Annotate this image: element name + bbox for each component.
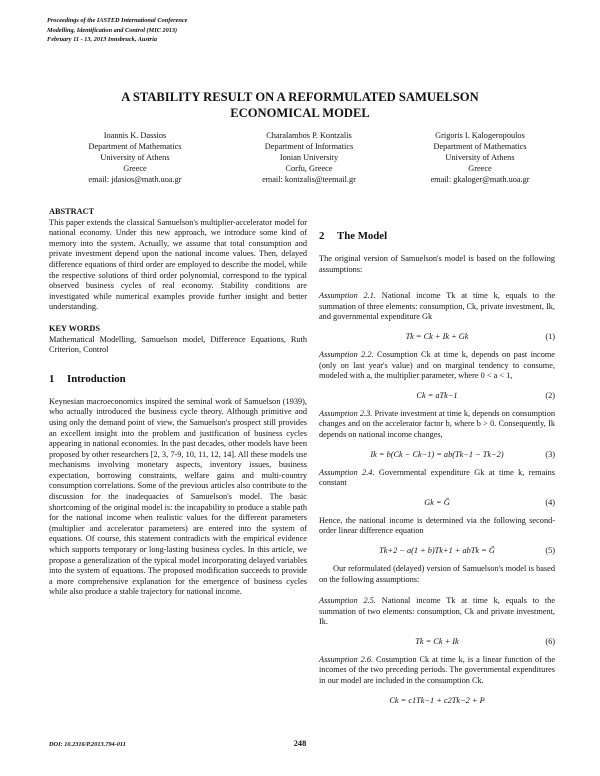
author-2-dept: Department of Informatics: [264, 142, 354, 151]
author-2-name: Charalambos P. Kontzalis: [266, 131, 352, 140]
header-line-3: February 11 - 13, 2013 Innsbruck, Austria: [47, 36, 157, 43]
keywords-heading: KEY WORDS: [49, 323, 100, 333]
equation-6-number: (6): [545, 636, 555, 646]
assumption-2-3: [319, 409, 555, 441]
introduction-number: 1: [49, 372, 55, 385]
equation-3-number: (3): [545, 449, 555, 459]
title-line-1: A STABILITY RESULT ON A REFORMULATED SAMUELSON: [121, 90, 479, 104]
equation-5: [319, 544, 555, 557]
assumption-2-2-text: Cosumption Ck at time k, depends on past income (only on last year's value) and on marginal tendency to consume, modeled with a, the multiplier parameter, where 0 < a < 1,: [319, 349, 555, 381]
equation-7: [319, 694, 555, 707]
page-number: 248: [293, 739, 307, 748]
assumption-2-2: [319, 350, 555, 382]
header-line-2: Modelling, Identification and Control (MIC 2013): [47, 26, 178, 34]
equation-4-number: (4): [545, 497, 555, 507]
equation-5-number: (5): [545, 545, 555, 555]
assumption-2-1-label: Assumption 2.1.: [319, 291, 376, 301]
abstract-text: This paper extends the classical Samuelson's multiplier-accelerator model for national economy. Under this new approach, we introduce some kind of memory into the system. Actually, we assume that total consumption and private investment depend upon the national income values. Then, delayed difference equations of third order are employed to describe the model, while the respective solutions of third order polynomial, correspond to the typical observed business cycles of real economy. Stability conditions are investigated while numerical examples provide further insight and better understanding.: [49, 217, 307, 312]
model-number: 2: [319, 230, 325, 242]
assumption-2-1: [319, 291, 555, 323]
keywords-text: Mathematical Modelling, Samuelson model, Difference Equations, Ruth Criterion, Control: [49, 334, 307, 355]
assumption-2-6: [319, 655, 555, 687]
assumption-2-6-label: Assumption 2.6.: [319, 654, 374, 664]
equation-2-number: (2): [545, 390, 555, 400]
assumption-2-1-text: National income Tk at time k, equals to the summation of three elements: consumption, Ck, private investment, Ik, and governmental expenditure Gk: [319, 291, 556, 322]
author-1-email: email: jdasios@math.uoa.gr: [88, 175, 182, 184]
author-1-country: Greece: [123, 164, 147, 173]
author-3-country: Greece: [468, 164, 492, 173]
author-1-univ: University of Athens: [100, 153, 170, 162]
left-column: [49, 207, 307, 598]
equation-6: [319, 635, 555, 648]
assumption-2-2-label: Assumption 2.2.: [319, 349, 374, 359]
equation-7-body: Ck = c1Tk−1 + c2Tk−2 + P: [389, 695, 485, 705]
hence-text: Hence, the national income is determined via the following second-order linear difference equation: [319, 515, 555, 536]
equation-1: [319, 330, 555, 343]
equation-1-number: (1): [545, 331, 555, 341]
assumption-2-5-label: Assumption 2.5.: [319, 596, 376, 606]
assumption-2-6-text: Cosumption Ck at time k, is a linear function of the incomes of the two preceding periods. The governmental expenditures in our model are included in the consumption Ck.: [319, 654, 555, 686]
introduction-text: Keynesian macroeconomics inspired the seminal work of Samuelson (1939), who actually introduced the business cycle theory. Although primitive and using only the demand point of view, the Samuelson's prospect still provides an excellent insight into the problem and justification of business cycles appearing in national economies. In the past decades, other models have been proposed by other researchers [2, 3, 7-9, 10, 11, 12, 14]. All these models use mechanisms involving monetary aspects, inventory issues, business expectation, borrowing constraints, welfare gains and multi-country consumption correlations. Some of the previous articles also contribute to the discussion for the inadequacies of Samuelson's model. The basic shortcoming of the original model is: the incapability to produce a stable path for the national income when realistic values for the different parameters (multiplier and accelerator parameters) are entered into the system of equations. Of course, this statement contradicts with the empirical evidence which supports temporary or long-lasting business cycles. In this article, we propose a generalization of the typical model incorporating delayed variables into the system of equations. The proposed modification succeeds to provide a more comprehensive explanation for the emergence of business cycles while also produce a stable trajectory for national income.: [49, 396, 307, 597]
author-3: [400, 130, 560, 185]
assumption-2-3-text: Private investment at time k, depends on consumption changes and on the accelerator factor b, where b > 0. Consequently, Ik depends on national income changes,: [319, 408, 556, 439]
author-3-email: email: gkaloger@math.uoa.gr: [430, 175, 530, 184]
assumption-2-5: [319, 596, 555, 628]
equation-4-body: Gk = Ḡ: [424, 497, 450, 507]
model-intro: The original version of Samuelson's model is based on the following assumptions:: [319, 254, 555, 274]
footer-doi: DOI: 10.2316/P.2013.794-011: [49, 741, 126, 748]
header-line-1: Proceedings of the IASTED International Conference: [47, 17, 188, 24]
equation-2-body: Ck = aTk−1: [416, 390, 458, 400]
author-1-name: Ioannis K. Dassios: [103, 131, 167, 140]
author-2: [223, 130, 395, 185]
assumption-2-4: [319, 468, 555, 489]
reformulated-text: Our reformulated (delayed) version of Samuelson's model is based on the following assumptions:: [319, 563, 555, 584]
assumption-2-5-text: National income Tk at time k, equals to the summation of two elements: consumption, Ck and private investment, Ik.: [319, 596, 556, 627]
equation-2: [319, 389, 555, 402]
model-heading: [319, 229, 555, 243]
author-3-univ: University of Athens: [445, 153, 515, 162]
author-1: [60, 130, 210, 185]
right-column: [319, 207, 555, 707]
author-3-dept: Department of Mathematics: [433, 142, 527, 151]
conference-header: [47, 16, 187, 45]
author-1-dept: Department of Mathematics: [88, 142, 182, 151]
introduction-title: Introduction: [67, 372, 126, 385]
assumption-2-3-label: Assumption 2.3.: [319, 408, 373, 418]
equation-5-body: Tk+2 − a(1 + b)Tk+1 + abTk = Ḡ: [379, 545, 495, 555]
author-2-country: Corfu, Greece: [285, 164, 333, 173]
abstract-heading: ABSTRACT: [49, 207, 95, 216]
author-2-univ: Ionian University: [279, 153, 339, 162]
equation-3-body: Ik = b(Ck − Ck−1) = ab(Tk−1 − Tk−2): [370, 449, 504, 459]
author-3-name: Grigoris I. Kalogeropoulos: [435, 131, 525, 140]
equation-6-body: Tk = Ck + Ik: [415, 636, 459, 646]
introduction-heading: [49, 372, 307, 386]
equation-1-body: Tk = Ck + Ik + Gk: [405, 331, 469, 341]
title-line-2: ECONOMICAL MODEL: [230, 105, 370, 120]
model-title: The Model: [337, 230, 388, 242]
paper-title: [0, 90, 600, 121]
assumption-2-4-label: Assumption 2.4.: [319, 467, 375, 477]
equation-3: [319, 448, 555, 461]
author-2-email: email: kontzalis@teemail.gr: [262, 175, 356, 184]
equation-4: [319, 496, 555, 509]
assumption-2-4-text: Governmental expenditure Gk at time k, remains constant: [319, 467, 555, 488]
